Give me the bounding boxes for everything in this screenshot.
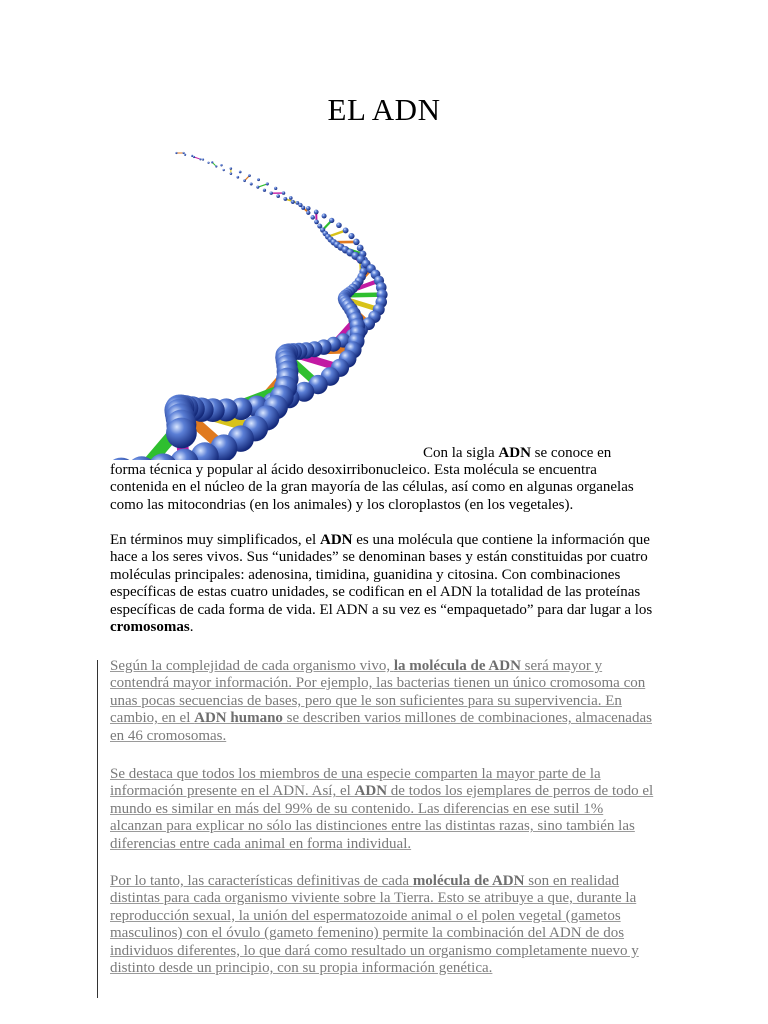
paragraph-3-text-a: Según la complejidad de cada organismo vivo, [110,658,394,674]
helix-backbone-sphere [243,179,246,182]
helix-backbone-sphere [193,156,195,158]
paragraph-2-text-a: En términos muy simplificados, el [110,532,320,548]
paragraph-3-tracked-change [110,658,658,745]
helix-backbone-sphere [298,203,302,207]
paragraph-3-bold-adn-humano: ADN humano [194,710,283,727]
paragraph-4-text-a: Se destaca que todos los miembros de una especie comparten la mayor parte de la información presente en el ADN. Así, el [110,766,601,800]
helix-backbone-sphere [282,191,285,194]
helix-backbone-sphere [199,158,201,160]
helix-backbone-sphere [329,218,334,223]
paragraph-1 [110,462,658,514]
helix-backbone-sphere [184,154,186,156]
helix-backbone-sphere [263,189,266,192]
paragraph-2 [110,532,658,636]
helix-backbone-sphere [314,220,319,225]
helix-backbone-sphere [183,152,185,154]
paragraph-2-bold-cromosomas: cromosomas [110,619,190,636]
helix-backbone-sphere [306,206,310,210]
intro-text-suffix: se conoce en [530,445,612,461]
paragraph-5-bold-term: molécula de ADN [412,873,525,889]
helix-backbone-sphere [257,178,260,181]
helix-backbone-sphere [353,239,359,245]
paragraph-3-text-c: será mayor y contendrá mayor información. Por ejemplo, las bacterias tienen un único cromosoma con unas pocas secuencias de bases, pero que le son suficientes para su supervivencia. En cambio, en el [110,658,646,727]
helix-backbone-sphere [306,211,310,215]
helix-backbone-sphere [207,162,209,164]
paragraph-4-text-c: de todos los ejemplares de perros de todo el mundo es similar en más del 99% de su contenido. Las diferencias en ese sutil 1% alcanzan para explicar no sólo las distinciones entre las distintas razas, sino también las diferencias entre cada animal en forma individual. [110,783,654,852]
helix-backbone-sphere [274,187,277,190]
helix-backbone-sphere [166,418,197,449]
paragraph-2-text-c: es una molécula que contiene la información que hace a los seres vivos. Sus “unidades” se denominan bases y están constituidas por cuatro moléculas principales: adenosina, timidina, guanidina y citosina. Con combinaciones específicas de estas cuatro unidades, se codifican en el ADN la totalidad de las proteínas específicas de cada forma de vida. El ADN a su vez es “empaquetado” para dar lugar a los [110,532,653,618]
helix-backbone-sphere [248,174,251,177]
helix-backbone-sphere [266,182,269,185]
helix-backbone-sphere [239,171,242,174]
helix-backbone-sphere [336,222,342,228]
helix-backbone-sphere [250,183,253,186]
paragraph-5-text-a: Por lo tanto, las características definitivas de cada [110,873,413,889]
helix-backbone-sphere [276,194,280,198]
helix-backbone-sphere [291,200,295,204]
paragraph-5-tracked-change [110,873,658,977]
helix-backbone-sphere [270,191,273,194]
paragraph-4-tracked-change [110,766,658,853]
intro-first-line [423,445,611,462]
helix-backbone-sphere [230,167,233,170]
helix-backbone-sphere [289,196,293,200]
helix-backbone-sphere [230,172,233,175]
dna-helix-image [110,138,420,460]
paragraph-3-text-e: se describen varios millones de combinaciones, almacenadas en 46 cromosomas. [110,710,652,744]
helix-backbone-sphere [256,186,259,189]
paragraph-2-bold-adn: ADN [319,532,353,548]
helix-backbone-sphere [237,176,240,179]
helix-backbone-sphere [202,158,204,160]
helix-backbone-sphere [322,214,327,219]
helix-backbone-sphere [220,164,222,166]
helix-backbone-sphere [222,169,224,171]
paragraph-5-text-c: son en realidad distintas para cada organismo viviente sobre la Tierra. Esto se atribuye a que, durante la reproducción sexual, la unión del espermatozoide animal o el polen vegetal (gametos masculinos) con el óvulo (gameto femenino) permite la combinación del ADN de dos individuos diferentes, lo que dará como resultado un organismo completamente nuevo y distinto desde un principio, con su propia información genética. [110,873,639,977]
helix-backbone-sphere [348,233,354,239]
helix-backbone-sphere [310,215,314,219]
helix-backbone-sphere [283,197,287,201]
paragraph-4-bold-adn: ADN [354,783,388,800]
intro-bold-term: ADN [498,445,531,461]
revision-change-bar [97,660,98,998]
helix-backbone-sphere [314,210,319,215]
paragraph-2-text-e: . [189,619,194,636]
paragraph-3-bold-term: la molécula de ADN [393,658,521,674]
intro-text: Con la sigla [423,445,499,461]
helix-backbone-sphere [343,228,349,234]
helix-backbone-sphere [357,245,364,252]
page-title: EL ADN [327,92,441,127]
helix-backbone-sphere [175,152,177,154]
helix-backbone-sphere [211,161,213,163]
helix-backbone-sphere [215,165,217,167]
paragraph-1-text: forma técnica y popular al ácido desoxirribonucleico. Esta molécula se encuentra contenida en el núcleo de la gran mayoría de las células, así como en algunas organelas como las mitocondrias (en los animales) y los cloroplastos (en los vegetales). [110,462,634,513]
